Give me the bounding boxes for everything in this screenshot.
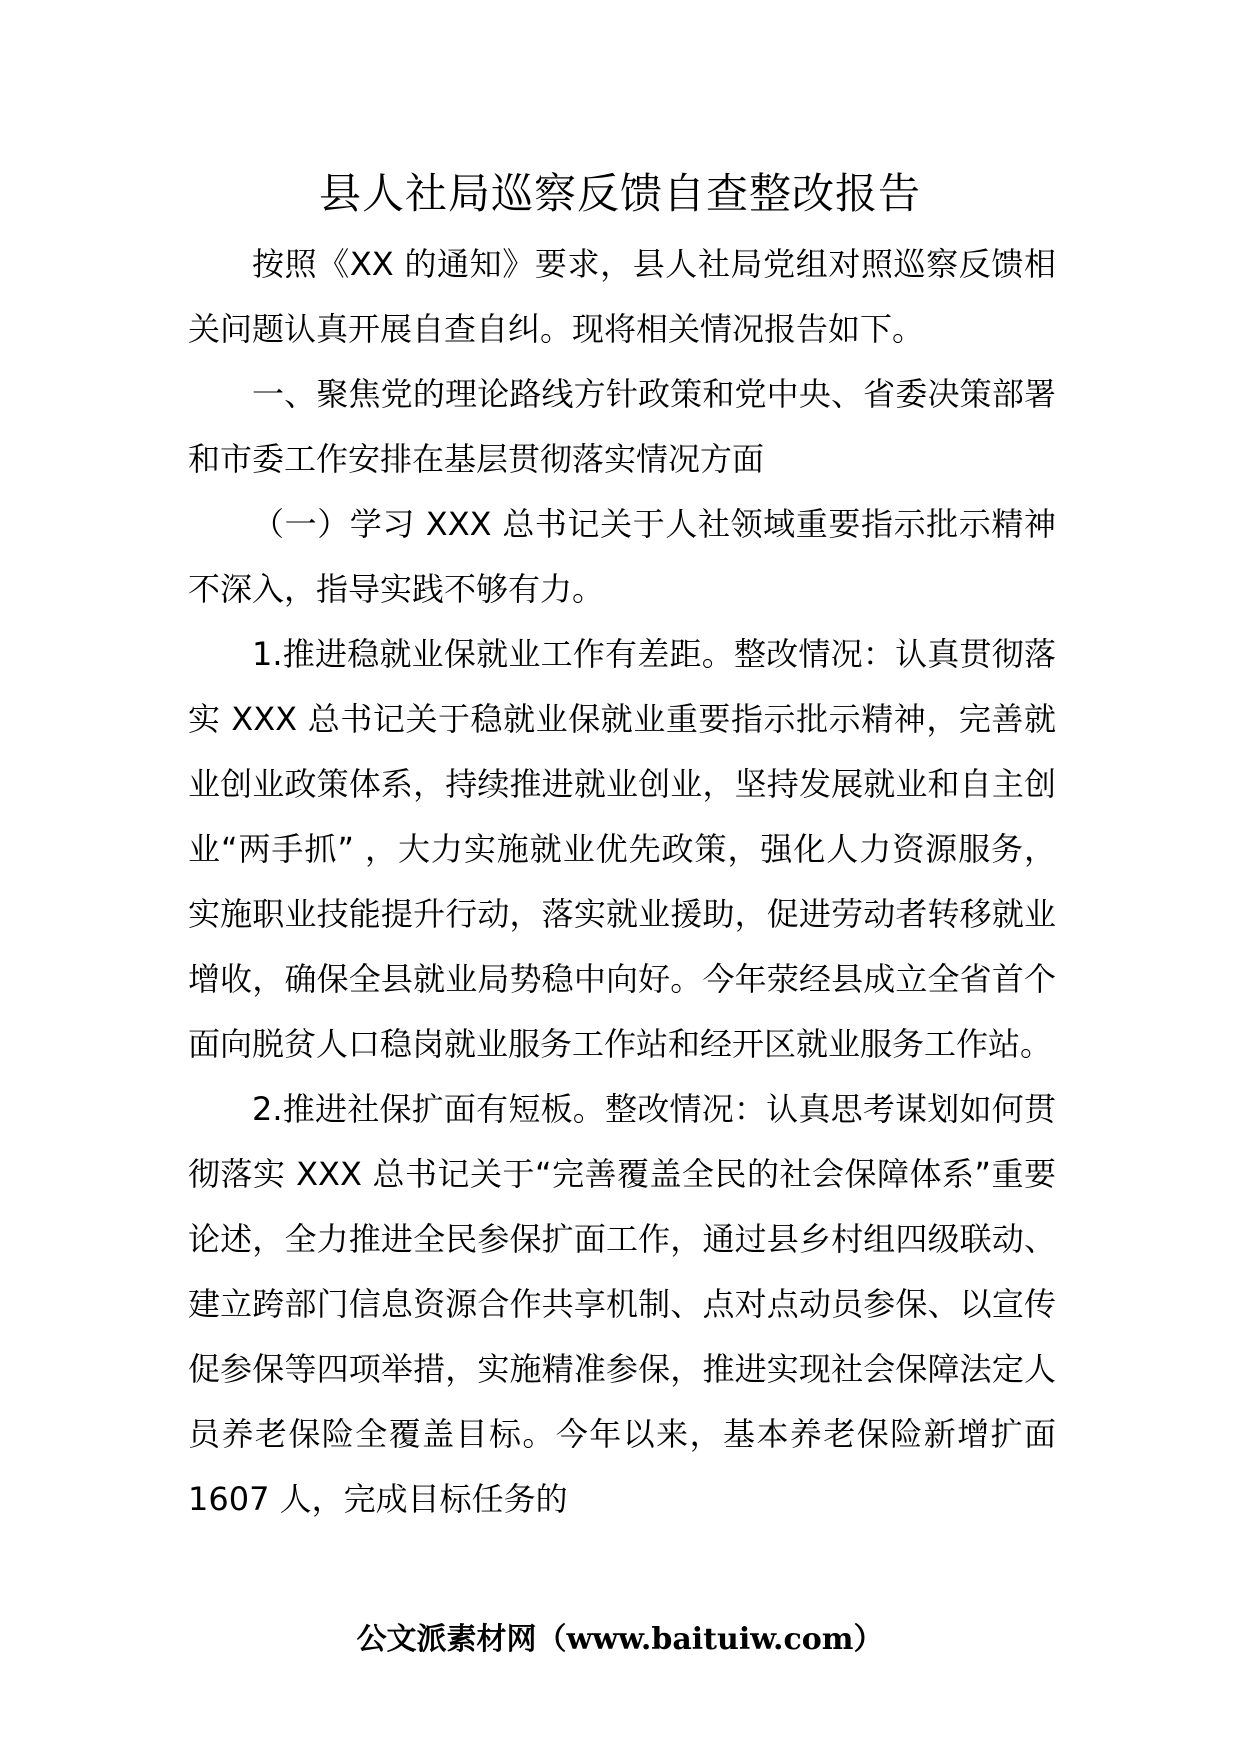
section-heading-1: 一、聚焦党的理论路线方针政策和党中央、省委决策部署和市委工作安排在基层贯彻落实情况方面 bbox=[188, 375, 1056, 478]
item-paragraph-2: 2.推进社保扩面有短板。整改情况：认真思考谋划如何贯彻落实 XXX 总书记关于“完善覆盖全民的社会保障体系”重要论述，全力推进全民参保扩面工作，通过县乡村组四级联动、建立跨部门信息资源合作共享机制、点对点动员参保、以宣传促参保等四项举措，实施精准参保，推进实现社会保障法定人员养老保险全覆盖目标。今年以来，基本养老保险新增扩面 1607 人，完成目标任务的 bbox=[188, 1090, 1056, 1518]
footer-watermark: 公文派素材网（www.baituiw.com） bbox=[356, 1622, 884, 1657]
item-paragraph-1: 1.推进稳就业保就业工作有差距。整改情况：认真贯彻落实 XXX 总书记关于稳就业保就业重要指示批示精神，完善就业创业政策体系，持续推进就业创业，坚持发展就业和自主创业“两手抓” ，大力实施就业优先政策，强化人力资源服务，实施职业技能提升行动，落实就业援助，促进劳动者转移就业增收，确保全县就业局势稳中向好。今年荥经县成立全省首个面向脱贫人口稳岗就业服务工作站和经开区就业服务工作站。 bbox=[188, 635, 1056, 1063]
document-title: 县人社局巡察反馈自查整改报告 bbox=[318, 169, 921, 218]
intro-paragraph: 按照《XX 的通知》要求，县人社局党组对照巡察反馈相关问题认真开展自查自纠。现将相关情况报告如下。 bbox=[188, 245, 1056, 348]
document-body bbox=[188, 232, 1056, 1532]
subsection-heading-1: （一）学习 XXX 总书记关于人社领域重要指示批示精神不深入，指导实践不够有力。 bbox=[188, 505, 1056, 608]
